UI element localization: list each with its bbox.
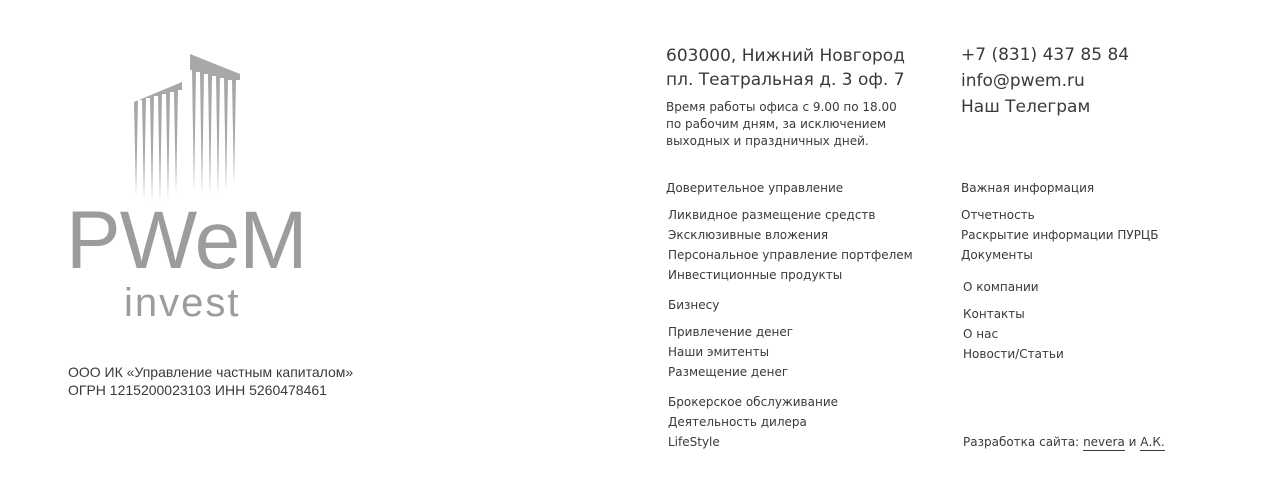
nav-link-brokerage[interactable]: Брокерское обслуживание — [668, 395, 838, 409]
nav-link-portfolio-management[interactable]: Персональное управление портфелем — [668, 248, 913, 262]
address-line-1: 603000, Нижний Новгород — [666, 46, 905, 66]
phone-link[interactable]: +7 (831) 437 85 84 — [961, 45, 1130, 65]
nav-link-disclosure[interactable]: Раскрытие информации ПУРЦБ — [961, 228, 1159, 242]
nav-link-about-us[interactable]: О нас — [963, 327, 999, 341]
nav-link-lifestyle[interactable]: LifeStyle — [668, 435, 720, 449]
nav-link-exclusive-investments[interactable]: Эксклюзивные вложения — [668, 228, 829, 242]
section-title-important-info[interactable]: Важная информация — [961, 181, 1095, 195]
logo-wordmark: PWeM — [66, 195, 307, 286]
company-registration: ОГРН 1215200023103 ИНН 5260478461 — [68, 382, 327, 398]
credit-link-ak[interactable]: А.К. — [1140, 435, 1165, 449]
telegram-link[interactable]: Наш Телеграм — [961, 97, 1091, 117]
email-link[interactable]: info@pwem.ru — [961, 71, 1085, 91]
section-title-about[interactable]: О компании — [963, 280, 1039, 294]
company-name: ООО ИК «Управление частным капиталом» — [68, 364, 354, 380]
logo-subtitle: invest — [124, 281, 241, 325]
nav-link-liquid-placement[interactable]: Ликвидное размещение средств — [668, 208, 876, 222]
nav-link-reports[interactable]: Отчетность — [961, 208, 1035, 222]
section-title-trust[interactable]: Доверительное управление — [666, 181, 844, 195]
nav-link-news[interactable]: Новости/Статьи — [963, 347, 1064, 361]
office-hours-line-3: выходных и праздничных дней. — [666, 134, 869, 148]
address-line-2: пл. Театральная д. 3 оф. 7 — [666, 70, 905, 90]
nav-link-dealer[interactable]: Деятельность дилера — [668, 415, 807, 429]
office-hours-line-1: Время работы офиса с 9.00 по 18.00 — [666, 100, 897, 114]
credit-and: и — [1128, 435, 1137, 449]
nav-link-investment-products[interactable]: Инвестиционные продукты — [668, 268, 843, 282]
nav-link-raising-money[interactable]: Привлечение денег — [668, 325, 794, 339]
credit-link-nevera[interactable]: nevera — [1083, 435, 1125, 449]
nav-link-documents[interactable]: Документы — [961, 248, 1033, 262]
nav-link-money-placement[interactable]: Размещение денег — [668, 365, 789, 379]
nav-link-issuers[interactable]: Наши эмитенты — [668, 345, 770, 359]
site-credit — [963, 435, 1165, 449]
credit-prefix: Разработка сайта: — [963, 435, 1080, 449]
section-title-business[interactable]: Бизнесу — [668, 298, 720, 312]
nav-link-contacts[interactable]: Контакты — [963, 307, 1025, 321]
office-hours-line-2: по рабочим дням, за исключением — [666, 117, 887, 131]
